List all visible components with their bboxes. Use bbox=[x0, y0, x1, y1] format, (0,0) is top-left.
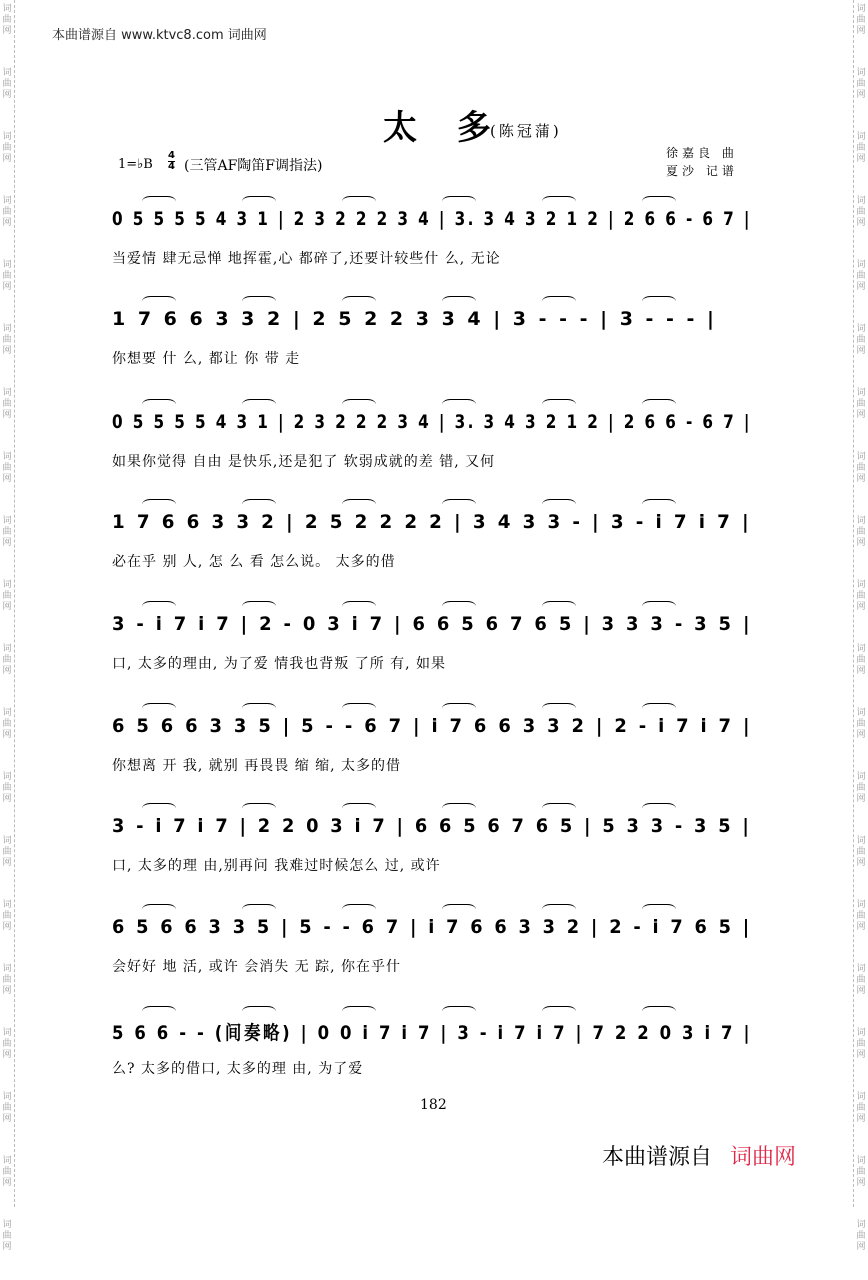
slur-mark bbox=[642, 904, 676, 915]
watermark-text: 词 曲 网 bbox=[856, 964, 866, 996]
notation-line bbox=[112, 797, 752, 849]
slur-mark bbox=[442, 1006, 476, 1017]
watermark-text: 词 曲 网 bbox=[2, 516, 12, 548]
slur-mark bbox=[442, 399, 476, 410]
score-system bbox=[112, 190, 752, 290]
key-signature: 1=♭B bbox=[118, 157, 153, 172]
lyric-line: 当爱情 肆无忌惮 地挥霍,心 都碎了,还要计较些什 么, 无论 bbox=[112, 251, 501, 267]
slur-mark bbox=[542, 196, 576, 207]
song-singer: (陈冠蒲) bbox=[490, 122, 562, 140]
watermark-text: 词 曲 网 bbox=[2, 580, 12, 612]
notation-line bbox=[112, 1000, 752, 1052]
slur-mark bbox=[142, 399, 176, 410]
note-sequence: 6 5 6 6 3 3 5 | 5 - - 6 7 | i 7 6 6 3 3 2 | 2 - i 7 6 5 | bbox=[112, 916, 753, 938]
notation-line bbox=[112, 393, 752, 445]
watermark-text: 词 曲 网 bbox=[856, 1028, 866, 1060]
watermark-text: 词 曲 网 bbox=[2, 1028, 12, 1060]
note-sequence: 0 5 5 5 5 4 3 1 | 2 3 2 2 2 3 4 | 3. 3 4 3 2 1 2 | 2 6 6 - 6 7 | bbox=[112, 208, 752, 230]
slur-mark bbox=[242, 399, 276, 410]
watermark-left bbox=[0, 0, 15, 1252]
watermark-text: 词 曲 网 bbox=[856, 260, 866, 292]
slur-mark bbox=[342, 1006, 376, 1017]
slur-mark bbox=[242, 499, 276, 510]
watermark-text: 词 曲 网 bbox=[856, 4, 866, 36]
slur-mark bbox=[442, 904, 476, 915]
watermark-text: 词 曲 网 bbox=[856, 708, 866, 740]
watermark-text: 词 曲 网 bbox=[856, 132, 866, 164]
slur-mark bbox=[242, 703, 276, 714]
watermark-text: 词 曲 网 bbox=[2, 388, 12, 420]
slur-mark bbox=[342, 601, 376, 612]
lyric-line: 必在乎 别 人, 怎 么 看 怎么说。 太多的借 bbox=[112, 554, 396, 570]
slur-mark bbox=[242, 803, 276, 814]
watermark-text: 词 曲 网 bbox=[2, 452, 12, 484]
lyric-line: 如果你觉得 自由 是快乐,还是犯了 软弱成就的差 错, 又何 bbox=[112, 454, 496, 470]
watermark-text: 词 曲 网 bbox=[856, 324, 866, 356]
song-title: 太 多 bbox=[383, 108, 505, 148]
slur-mark bbox=[642, 803, 676, 814]
slur-mark bbox=[542, 703, 576, 714]
notator-credit: 夏沙 记谱 bbox=[666, 164, 738, 178]
watermark-text: 词 曲 网 bbox=[856, 644, 866, 676]
watermark-text: 词 曲 网 bbox=[856, 580, 866, 612]
slur-mark bbox=[142, 803, 176, 814]
slur-mark bbox=[342, 703, 376, 714]
watermark-text: 词 曲 网 bbox=[856, 1092, 866, 1124]
page-number: 182 bbox=[420, 1097, 447, 1113]
watermark-text: 词 曲 网 bbox=[2, 1092, 12, 1124]
score-system bbox=[112, 393, 752, 493]
note-sequence: 3 - i 7 i 7 | 2 2 0 3 i 7 | 6 6 5 6 7 6 5 | 5 3 3 - 3 5 | bbox=[112, 815, 752, 837]
slur-mark bbox=[342, 499, 376, 510]
score-system bbox=[112, 898, 752, 998]
watermark-text: 词 曲 网 bbox=[2, 772, 12, 804]
notation-line bbox=[112, 595, 752, 647]
watermark-text: 词 曲 网 bbox=[856, 452, 866, 484]
slur-mark bbox=[542, 1006, 576, 1017]
watermark-text: 词 曲 网 bbox=[856, 68, 866, 100]
lyric-line: 么? 太多的借口, 太多的理 由, 为了爱 bbox=[112, 1061, 364, 1077]
slur-mark bbox=[442, 499, 476, 510]
watermark-text: 词 曲 网 bbox=[2, 836, 12, 868]
slur-mark bbox=[642, 499, 676, 510]
slur-mark bbox=[142, 296, 176, 307]
watermark-text: 词 曲 网 bbox=[2, 964, 12, 996]
composer-credit: 徐嘉良 曲 bbox=[666, 146, 738, 160]
slur-mark bbox=[642, 196, 676, 207]
slur-mark bbox=[642, 296, 676, 307]
watermark-text: 词 曲 网 bbox=[856, 836, 866, 868]
slur-mark bbox=[442, 296, 476, 307]
slur-mark bbox=[642, 399, 676, 410]
watermark-text: 词 曲 网 bbox=[2, 1220, 12, 1252]
slur-mark bbox=[342, 803, 376, 814]
lyric-line: 你想离 开 我, 就别 再畏畏 缩 缩, 太多的借 bbox=[112, 758, 402, 774]
slur-mark bbox=[542, 601, 576, 612]
slur-mark bbox=[342, 296, 376, 307]
watermark-text: 词 曲 网 bbox=[2, 1156, 12, 1188]
note-sequence: 6 5 6 6 3 3 5 | 5 - - 6 7 | i 7 6 6 3 3 2 | 2 - i 7 i 7 | bbox=[112, 715, 753, 737]
meter-numerator: 4 bbox=[168, 150, 175, 161]
watermark-text: 词 曲 网 bbox=[2, 260, 12, 292]
watermark-text: 词 曲 网 bbox=[856, 388, 866, 420]
slur-mark bbox=[142, 904, 176, 915]
note-sequence: 5 6 6 - - (间奏略) | 0 0 i 7 i 7 | 3 - i 7 i 7 | 7 2 2 0 3 i 7 | bbox=[112, 1022, 753, 1044]
slur-mark bbox=[442, 703, 476, 714]
notation-line bbox=[112, 898, 752, 950]
watermark-text: 词 曲 网 bbox=[856, 772, 866, 804]
slur-mark bbox=[542, 803, 576, 814]
instrument-note: (三管AF陶笛F调指法) bbox=[184, 158, 323, 174]
notation-line bbox=[112, 190, 752, 242]
notation-line bbox=[112, 290, 752, 342]
lyric-line: 会好好 地 活, 或许 会消失 无 踪, 你在乎什 bbox=[112, 959, 402, 975]
slur-mark bbox=[142, 499, 176, 510]
score-system bbox=[112, 595, 752, 695]
slur-mark bbox=[242, 904, 276, 915]
notation-line bbox=[112, 697, 752, 749]
source-footer-label: 本曲谱源自 bbox=[602, 1145, 713, 1170]
slur-mark bbox=[342, 399, 376, 410]
score-system bbox=[112, 697, 752, 797]
slur-mark bbox=[442, 601, 476, 612]
score-system bbox=[112, 797, 752, 897]
note-sequence: 1 7 6 6 3 3 2 | 2 5 2 2 2 2 | 3 4 3 3 - | 3 - i 7 i 7 | bbox=[112, 511, 752, 533]
notation-line bbox=[112, 493, 752, 545]
slur-mark bbox=[542, 399, 576, 410]
source-header: 本曲谱源自 www.ktvc8.com 词曲网 bbox=[52, 28, 267, 43]
slur-mark bbox=[142, 196, 176, 207]
slur-mark bbox=[242, 601, 276, 612]
watermark-text: 词 曲 网 bbox=[856, 1220, 866, 1252]
watermark-text: 词 曲 网 bbox=[856, 900, 866, 932]
slur-mark bbox=[642, 601, 676, 612]
lyric-line: 口, 太多的理 由,别再问 我难过时候怎么 过, 或许 bbox=[112, 858, 441, 874]
slur-mark bbox=[642, 1006, 676, 1017]
watermark-right bbox=[853, 0, 868, 1252]
slur-mark bbox=[542, 499, 576, 510]
watermark-text: 词 曲 网 bbox=[2, 4, 12, 36]
lyric-line: 你想要 什 么, 都让 你 带 走 bbox=[112, 351, 301, 367]
watermark-text: 词 曲 网 bbox=[2, 196, 12, 228]
slur-mark bbox=[442, 803, 476, 814]
watermark-text: 词 曲 网 bbox=[856, 196, 866, 228]
watermark-text: 词 曲 网 bbox=[2, 324, 12, 356]
score-system bbox=[112, 493, 752, 593]
note-sequence: 0 5 5 5 5 4 3 1 | 2 3 2 2 2 3 4 | 3. 3 4 3 2 1 2 | 2 6 6 - 6 7 | bbox=[112, 411, 752, 433]
meter-denominator: 4 bbox=[168, 161, 175, 172]
watermark-text: 词 曲 网 bbox=[2, 132, 12, 164]
slur-mark bbox=[142, 703, 176, 714]
time-signature bbox=[168, 151, 175, 172]
note-sequence: 1 7 6 6 3 3 2 | 2 5 2 2 3 3 4 | 3 - - - | 3 - - - | bbox=[112, 308, 717, 330]
lyric-line: 口, 太多的理由, 为了爱 情我也背叛 了所 有, 如果 bbox=[112, 656, 447, 672]
watermark-text: 词 曲 网 bbox=[2, 68, 12, 100]
source-footer bbox=[602, 1140, 796, 1171]
slur-mark bbox=[642, 703, 676, 714]
slur-mark bbox=[442, 196, 476, 207]
score-system bbox=[112, 1000, 752, 1100]
slur-mark bbox=[542, 904, 576, 915]
watermark-text: 词 曲 网 bbox=[856, 516, 866, 548]
watermark-text: 词 曲 网 bbox=[2, 708, 12, 740]
slur-mark bbox=[242, 196, 276, 207]
slur-mark bbox=[342, 904, 376, 915]
slur-mark bbox=[242, 1006, 276, 1017]
note-sequence: 3 - i 7 i 7 | 2 - 0 3 i 7 | 6 6 5 6 7 6 5 | 3 3 3 - 3 5 | bbox=[112, 613, 753, 635]
slur-mark bbox=[342, 196, 376, 207]
slur-mark bbox=[542, 296, 576, 307]
slur-mark bbox=[242, 296, 276, 307]
watermark-text: 词 曲 网 bbox=[856, 1156, 866, 1188]
score-system bbox=[112, 290, 752, 390]
source-footer-site: 词曲网 bbox=[730, 1145, 797, 1170]
slur-mark bbox=[142, 1006, 176, 1017]
slur-mark bbox=[142, 601, 176, 612]
watermark-text: 词 曲 网 bbox=[2, 644, 12, 676]
watermark-text: 词 曲 网 bbox=[2, 900, 12, 932]
